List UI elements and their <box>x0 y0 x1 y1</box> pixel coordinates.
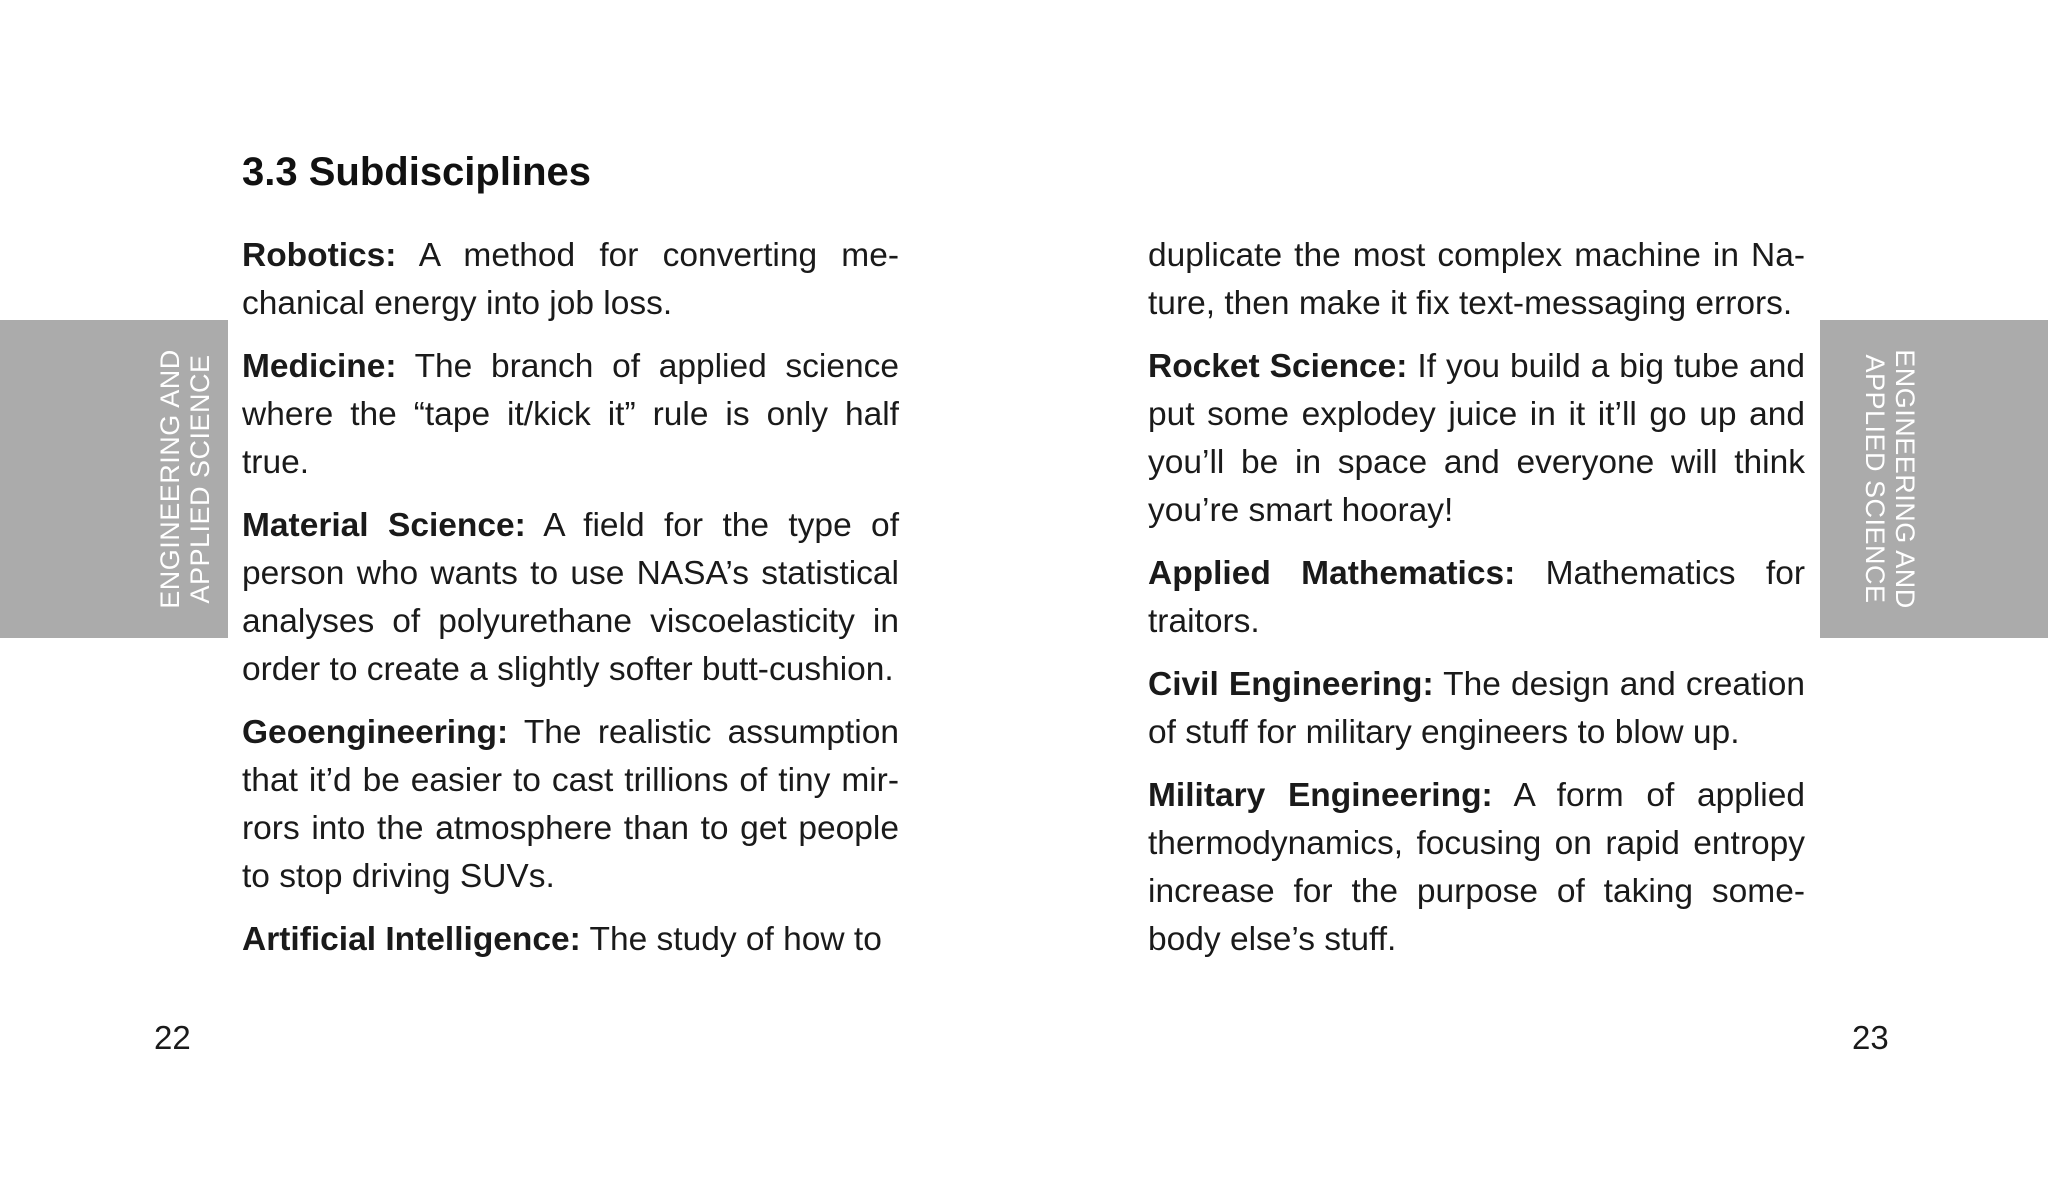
glossary-entry-artificial-intelligence <box>242 916 899 964</box>
entry-definition: The branch of applied science where the “tape it/kick it” rule is only half true. <box>242 348 899 481</box>
section-tab-line1: ENGINEERING AND <box>1890 349 1920 609</box>
entry-definition: Mathematics for traitors. <box>1148 555 1805 640</box>
entry-term: Geoengineering: <box>242 714 509 751</box>
glossary-entry-material-science <box>242 502 899 694</box>
entry-term: Applied Mathematics: <box>1148 555 1516 592</box>
page-number-left: 22 <box>154 1019 191 1056</box>
glossary-entry-continuation: duplicate the most complex machine in Nature, then make it fix text-messaging errors. <box>1148 237 1805 322</box>
entry-term: Military Engineering: <box>1148 777 1493 814</box>
glossary-entry-military-engineering <box>1148 772 1805 964</box>
left-page-column <box>242 232 899 979</box>
entry-definition: A method for converting mechanical energy into job loss. <box>242 237 899 322</box>
section-heading: 3.3 Subdisciplines <box>242 150 592 194</box>
entry-definition: The design and creation of stuff for military engineers to blow up. <box>1148 666 1805 751</box>
entry-definition: A field for the type of person who wants to use NASA’s statistical analyses of polyurethane viscoelasticity in order to create a slightly softer butt-cushion. <box>242 507 899 688</box>
entry-term: Medicine: <box>242 348 397 385</box>
section-tab-label-left <box>155 329 215 629</box>
entry-definition: The study of how to <box>580 921 882 958</box>
glossary-entry-applied-mathematics <box>1148 550 1805 646</box>
right-page-column <box>1148 232 1805 979</box>
entry-definition: If you build a big tube and put some explodey juice in it it’ll go up and you’ll be in space and everyone will think you’re smart hooray! <box>1148 348 1805 529</box>
glossary-entry-geoengineering <box>242 709 899 901</box>
glossary-entry-rocket-science <box>1148 343 1805 535</box>
entry-term: Rocket Science: <box>1148 348 1408 385</box>
section-tab-line2: APPLIED SCIENCE <box>185 354 215 604</box>
entry-term: Civil Engineering: <box>1148 666 1434 703</box>
section-tab-line1: ENGINEERING AND <box>155 349 185 609</box>
glossary-entry-medicine <box>242 343 899 487</box>
entry-definition: The realistic assumption that it’d be easier to cast trillions of tiny mirrors into the atmosphere than to get people to stop driving SUVs. <box>242 714 899 895</box>
section-tab-label-right <box>1860 329 1920 629</box>
entry-term: Robotics: <box>242 237 397 274</box>
glossary-entry-robotics <box>242 232 899 328</box>
section-side-tab-right <box>1820 320 2048 638</box>
entry-term: Artificial Intelligence: <box>242 921 581 958</box>
page-number-right: 23 <box>1852 1019 1889 1056</box>
entry-term: Material Science: <box>242 507 526 544</box>
section-tab-line2: APPLIED SCIENCE <box>1860 354 1890 604</box>
entry-definition: A form of applied thermodynamics, focusing on rapid entropy increase for the purpose of taking somebody else’s stuff. <box>1148 777 1805 958</box>
glossary-entry-civil-engineering <box>1148 661 1805 757</box>
